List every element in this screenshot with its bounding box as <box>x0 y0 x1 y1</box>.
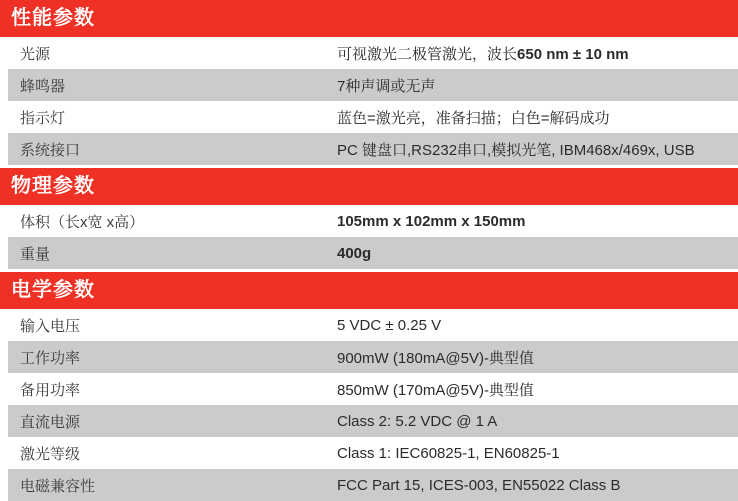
spec-value <box>337 75 738 96</box>
spec-value <box>337 139 738 160</box>
spec-value <box>337 413 738 430</box>
table-row <box>0 205 738 237</box>
spec-label: 直流电源 <box>20 413 81 431</box>
spec-value-part: FCC Part 15, ICES-003, EN55022 Class B <box>337 476 621 494</box>
table-row <box>0 437 738 469</box>
table-row <box>8 405 738 437</box>
table-row <box>0 373 738 405</box>
spec-value-part: Class 1: IEC60825-1, EN60825-1 <box>337 444 560 462</box>
spec-value <box>337 347 738 368</box>
spec-label: 激光等级 <box>20 445 81 463</box>
table-row <box>0 309 738 341</box>
spec-value <box>337 317 738 334</box>
spec-label: 备用功率 <box>20 381 81 399</box>
spec-value-part: 400g <box>337 244 372 262</box>
spec-value-part: 850mW (170mA@5V)-典型值 <box>337 381 534 399</box>
spec-value-part: 7种声调或无声 <box>337 77 436 95</box>
table-row <box>0 37 738 69</box>
spec-value <box>337 43 738 64</box>
spec-label: 工作功率 <box>20 349 81 367</box>
spec-value-part: 5 VDC ± 0.25 V <box>337 316 442 334</box>
spec-value <box>337 445 738 462</box>
spec-label: 系统接口 <box>20 141 81 159</box>
spec-value <box>337 379 738 400</box>
spec-label: 输入电压 <box>20 317 81 335</box>
spec-value-part: Class 2: 5.2 VDC @ 1 A <box>337 412 498 430</box>
section-header: 性能参数 <box>0 0 738 37</box>
spec-value <box>337 477 738 494</box>
spec-value-part: 蓝色=激光亮，准备扫描；白色=解码成功 <box>337 109 610 127</box>
spec-value-part: 650 nm ± 10 nm <box>517 45 629 63</box>
spec-section-2 <box>0 168 738 269</box>
section-header: 物理参数 <box>0 168 738 205</box>
table-row <box>0 101 738 133</box>
spec-label: 光源 <box>20 45 51 63</box>
spec-section-1 <box>0 0 738 165</box>
spec-value-part: 可视激光二极管激光，波长 <box>337 45 518 63</box>
spec-label: 体积（长x宽 x高） <box>20 213 145 231</box>
spec-value <box>337 245 738 262</box>
table-row <box>8 237 738 269</box>
table-row <box>8 133 738 165</box>
spec-label: 蜂鸣器 <box>20 77 66 95</box>
spec-label: 指示灯 <box>20 109 66 127</box>
spec-label: 重量 <box>20 245 51 263</box>
spec-value-part: 900mW (180mA@5V)-典型值 <box>337 349 534 367</box>
spec-value-part: PC 键盘口,RS232串口,模拟光笔, IBM468x/469x, USB <box>337 141 695 159</box>
spec-section-3 <box>0 272 738 501</box>
spec-value-part: 105mm x 102mm x 150mm <box>337 212 526 230</box>
table-row <box>8 341 738 373</box>
spec-label: 电磁兼容性 <box>20 477 96 495</box>
section-header: 电学参数 <box>0 272 738 309</box>
spec-value <box>337 213 738 230</box>
spec-value <box>337 107 738 128</box>
table-row <box>8 69 738 101</box>
table-row <box>8 469 738 501</box>
